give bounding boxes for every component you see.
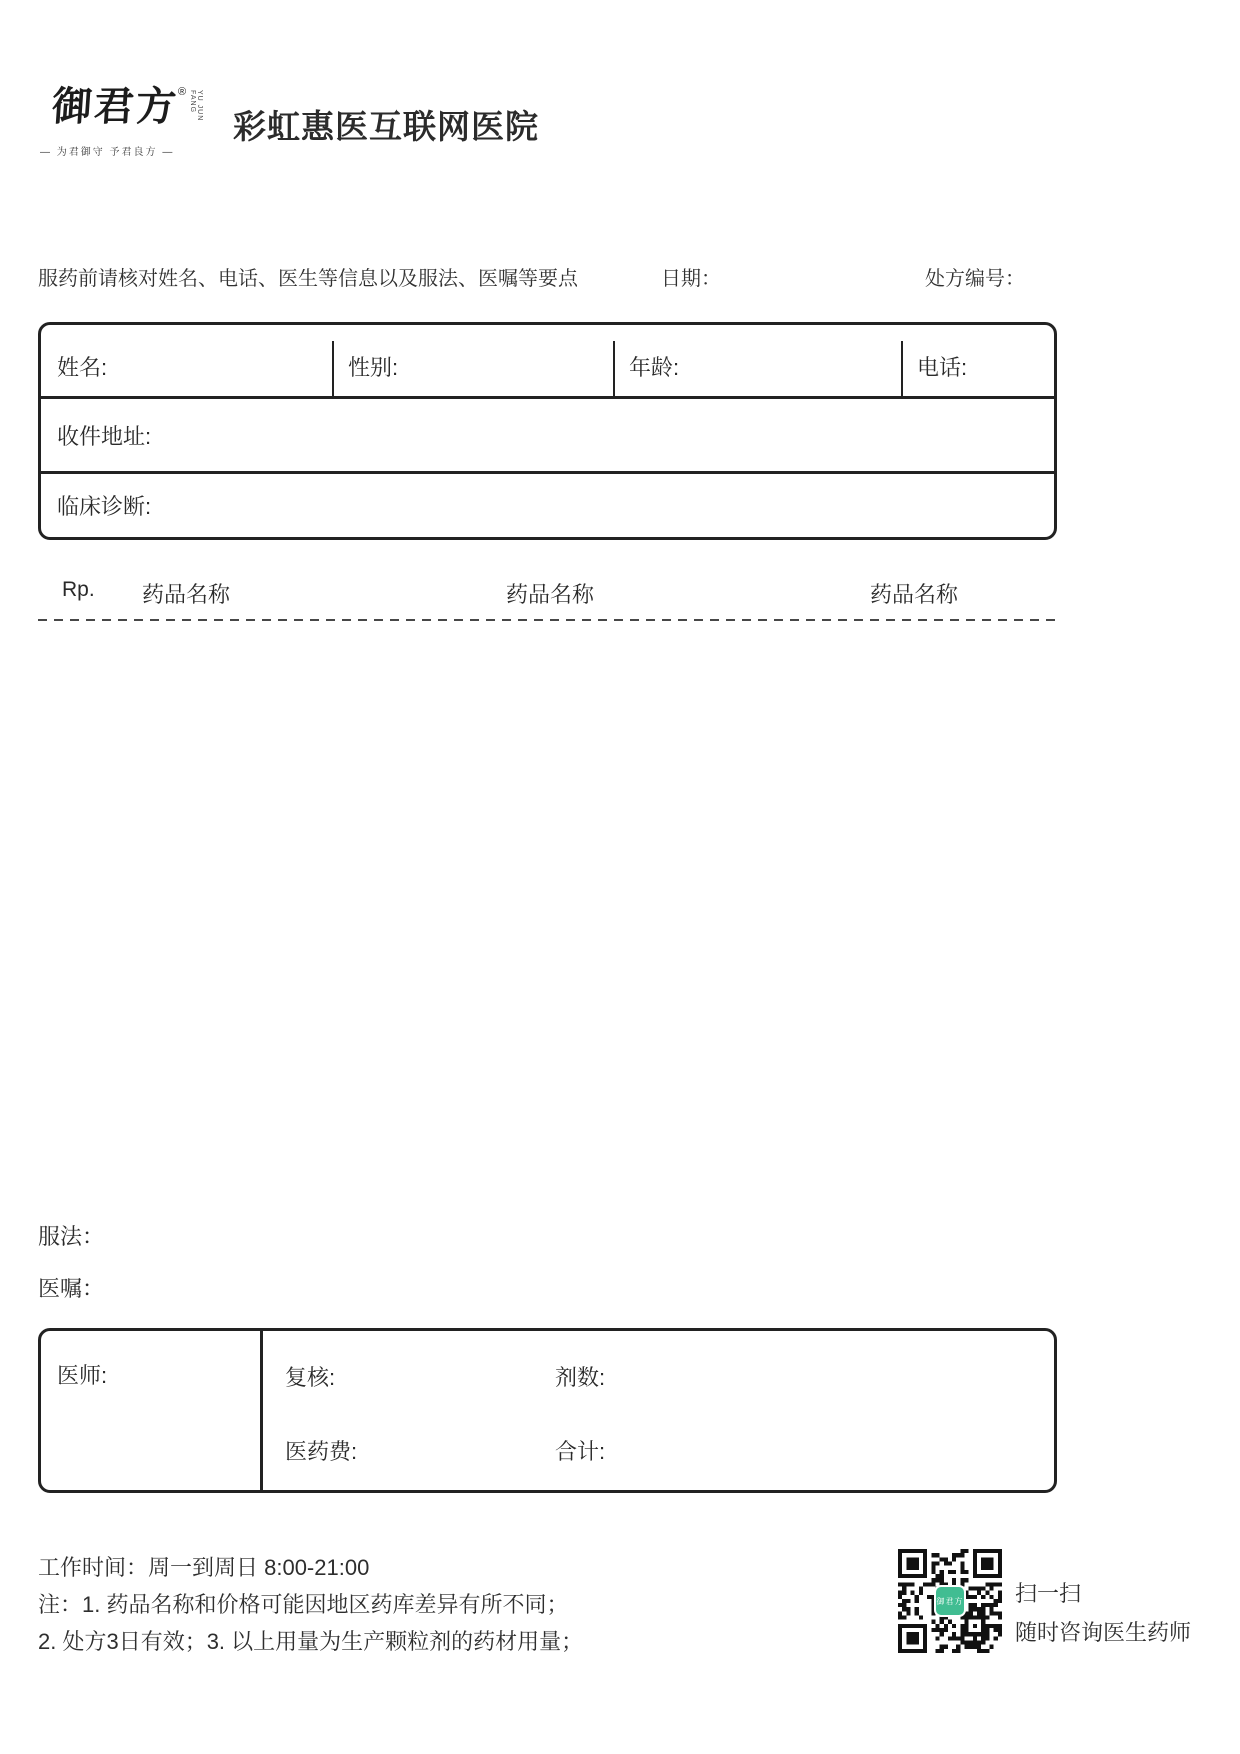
registered-trademark-icon: ®: [178, 86, 187, 98]
meta-row: [38, 262, 1057, 288]
rx-header-row: [38, 578, 1057, 608]
rp-label: Rp.: [62, 578, 95, 601]
diagnosis-field: [41, 474, 1054, 537]
pre-check-notice: 服药前请核对姓名、电话、医生等信息以及服法、医嘱等要点: [38, 268, 578, 290]
brand-logo-vertical-text: YU JUN FANG: [189, 90, 204, 122]
summary-right-area: [263, 1331, 1054, 1490]
summary-box: [38, 1328, 1057, 1493]
doctor-label: 医师:: [57, 1363, 108, 1388]
qr-logo-text: 御君方: [936, 1596, 964, 1606]
brand-tagline: — 为君御守 予君良方 —: [40, 147, 175, 158]
drug-column-header-1: 药品名称: [142, 582, 231, 607]
total-label: 合计:: [555, 1439, 606, 1464]
age-label: 年龄:: [629, 355, 680, 380]
brand-logo-text: 御君方: [50, 84, 180, 129]
qr-logo-badge: [934, 1585, 966, 1617]
name-field: [41, 325, 332, 396]
address-field: [41, 399, 1054, 474]
qr-code: [898, 1549, 1002, 1653]
qr-caption-consult: 随时咨询医生药师: [1015, 1620, 1192, 1645]
rx-number-label: 处方编号：: [925, 268, 1025, 290]
gender-field: [332, 325, 613, 396]
hospital-name: 彩虹惠医互联网医院: [233, 108, 539, 145]
phone-label: 电话:: [917, 355, 968, 380]
drug-column-header-2: 药品名称: [506, 582, 595, 607]
qr-caption-scan: 扫一扫: [1015, 1581, 1082, 1606]
patient-row-basic: [41, 325, 1054, 399]
fee-label: 医药费:: [285, 1439, 358, 1464]
brand-logo: [40, 84, 204, 158]
date-label: 日期：: [661, 268, 721, 290]
doctor-advice-label: 医嘱：: [38, 1276, 105, 1301]
dashed-divider: [38, 619, 1057, 621]
note-line-2: 2. 处方3日有效；3. 以上用量为生产颗粒剂的药材用量；: [38, 1629, 584, 1654]
gender-label: 性别:: [348, 355, 399, 380]
doctor-field: [41, 1331, 263, 1490]
age-field: [613, 325, 901, 396]
drug-column-header-3: 药品名称: [870, 582, 959, 607]
usage-method-label: 服法：: [38, 1224, 105, 1249]
review-label: 复核:: [285, 1365, 336, 1390]
name-label: 姓名:: [57, 355, 108, 380]
dose-count-label: 剂数:: [555, 1365, 606, 1390]
address-label: 收件地址:: [57, 423, 152, 449]
phone-field: [901, 325, 1054, 396]
note-line-1: 注：1. 药品名称和价格可能因地区药库差异有所不同；: [38, 1592, 569, 1617]
diagnosis-label: 临床诊断:: [57, 494, 152, 519]
patient-info-box: [38, 322, 1057, 540]
work-time-note: 工作时间：周一到周日 8:00-21:00: [38, 1555, 370, 1580]
